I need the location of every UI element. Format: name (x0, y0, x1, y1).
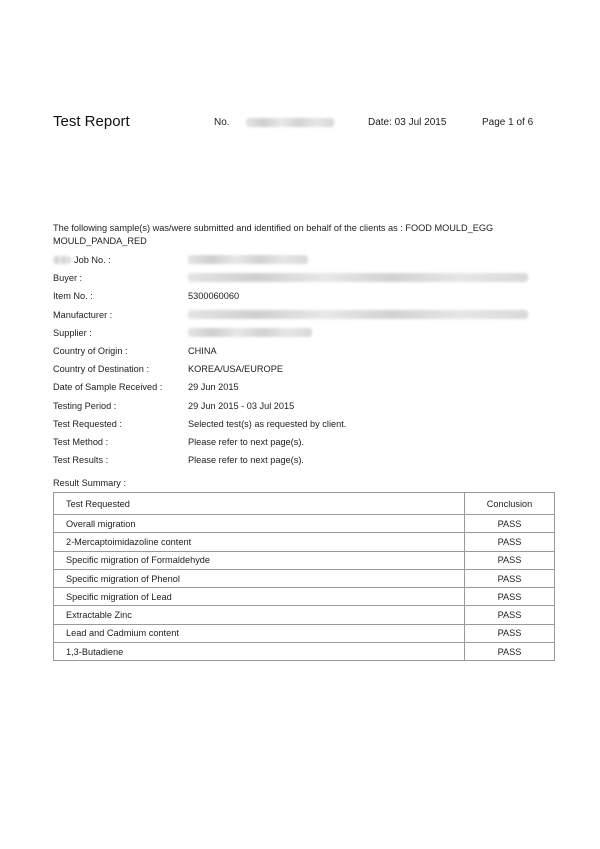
test-name-cell: 1,3-Butadiene (54, 643, 465, 661)
test-name-cell: Specific migration of Phenol (54, 569, 465, 587)
field-value: 29 Jun 2015 - 03 Jul 2015 (188, 400, 295, 411)
table-row (54, 515, 555, 533)
conclusion-cell: PASS (465, 569, 555, 587)
field-label: Buyer : (53, 273, 83, 284)
redacted-report-number (246, 118, 334, 127)
column-header-conclusion: Conclusion (465, 493, 555, 515)
result-summary-table (53, 492, 555, 661)
result-summary-label: Result Summary : (53, 478, 127, 488)
redacted-job-number (188, 255, 308, 264)
test-name-cell: Overall migration (54, 515, 465, 533)
report-number (214, 117, 334, 128)
test-name-cell: Extractable Zinc (54, 606, 465, 624)
table-row (54, 533, 555, 551)
field-label: Manufacturer : (53, 309, 113, 320)
page-indicator: Page 1 of 6 (482, 117, 534, 128)
field-value: KOREA/USA/EUROPE (188, 364, 283, 375)
conclusion-cell: PASS (465, 606, 555, 624)
field-row (53, 435, 553, 453)
test-name-cell: Specific migration of Formaldehyde (54, 551, 465, 569)
report-number-label: No. (214, 117, 230, 128)
field-value: Please refer to next page(s). (188, 436, 304, 447)
conclusion-cell: PASS (465, 533, 555, 551)
intro-text: The following sample(s) was/were submitted and identified on behalf of the clients as : FOOD MOULD_EGG MOULD_PANDA_RED (53, 223, 494, 246)
field-label: Test Results : (53, 455, 109, 466)
conclusion-cell: PASS (465, 624, 555, 642)
table-row (54, 606, 555, 624)
column-header-test: Test Requested (54, 493, 465, 515)
field-row (53, 344, 553, 362)
field-row (53, 308, 553, 326)
report-title: Test Report (53, 113, 130, 130)
field-value: 29 Jun 2015 (188, 382, 239, 393)
conclusion-cell: PASS (465, 515, 555, 533)
table-row (54, 569, 555, 587)
redacted-buyer (188, 273, 528, 282)
test-name-cell: 2-Mercaptoimidazoline content (54, 533, 465, 551)
conclusion-cell: PASS (465, 551, 555, 569)
field-row (53, 271, 553, 289)
field-row (53, 417, 553, 435)
field-label: Job No. : (74, 255, 111, 265)
test-name-cell: Lead and Cadmium content (54, 624, 465, 642)
table-header-row (54, 493, 555, 515)
redacted-supplier (188, 328, 312, 337)
table-row (54, 551, 555, 569)
field-value: Selected test(s) as requested by client. (188, 418, 347, 429)
field-label: Testing Period : (53, 400, 117, 411)
test-name-cell: Specific migration of Lead (54, 588, 465, 606)
table-row (54, 643, 555, 661)
table-row (54, 588, 555, 606)
field-label: Country of Origin : (53, 345, 128, 356)
redacted-job-prefix (53, 256, 71, 264)
field-label: Test Requested : (53, 418, 122, 429)
conclusion-cell: PASS (465, 643, 555, 661)
redacted-manufacturer (188, 310, 528, 319)
field-label: Country of Destination : (53, 364, 150, 375)
field-row (53, 380, 553, 398)
field-row (53, 453, 553, 471)
table-row (54, 624, 555, 642)
field-label: Supplier : (53, 327, 92, 338)
field-label: Item No. : (53, 291, 93, 302)
field-row (53, 326, 553, 344)
field-value: 5300060060 (188, 291, 240, 302)
field-row (53, 399, 553, 417)
report-date: Date: 03 Jul 2015 (368, 117, 447, 128)
field-row (53, 253, 553, 271)
field-row (53, 362, 553, 380)
sample-fields (53, 253, 553, 471)
field-label: Test Method : (53, 436, 109, 447)
field-row (53, 289, 553, 307)
field-value: Please refer to next page(s). (188, 455, 304, 466)
conclusion-cell: PASS (465, 588, 555, 606)
field-label: Date of Sample Received : (53, 382, 163, 393)
field-value: CHINA (188, 345, 217, 356)
